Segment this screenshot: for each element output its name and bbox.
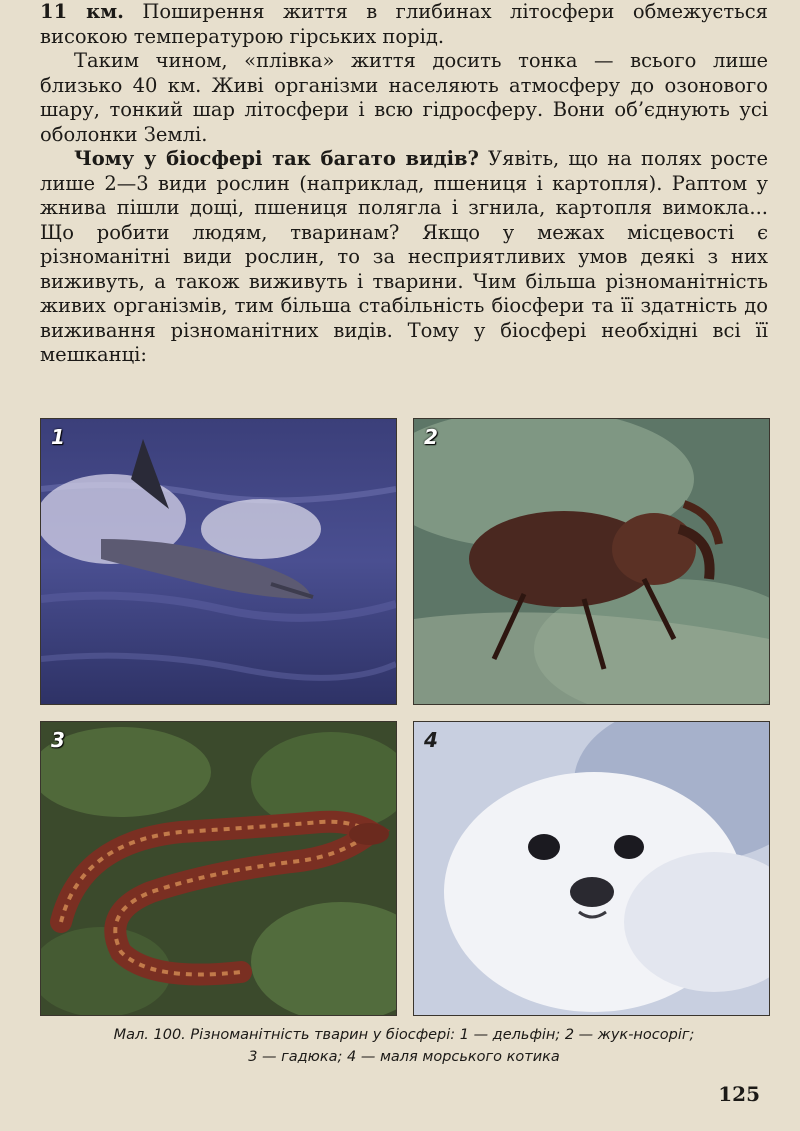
distance-value: 11 км. (40, 0, 124, 23)
paragraph-1 (40, 0, 768, 49)
photo-dolphin (40, 418, 397, 705)
photo-number-1: 1 (51, 425, 65, 449)
photo-seal-pup (413, 721, 770, 1016)
photo-number-4: 4 (424, 728, 438, 752)
dolphin-image (41, 419, 396, 704)
snake-image (41, 722, 396, 1015)
paragraph-1-text: Поширення життя в глибинах літосфери обмежується високою температурою гірських порід. (40, 0, 768, 48)
photo-number-2: 2 (424, 425, 438, 449)
photo-snake (40, 721, 397, 1016)
photo-number-3: 3 (51, 728, 65, 752)
body-text (40, 0, 768, 368)
paragraph-3-text: Уявіть, що на полях росте лише 2—3 види рослин (наприклад, пшениця і картопля). Раптом у жнива пішли дощі, пшениця полягла і згнила, картопля вимокла... Що робити людям, тваринам? Якщо у межах місцевості є різноманітні види рослин, то за несприятливих умов деякі з них виживуть, а також виживуть і тварини. Чим більша різноманітність живих організмів, тим більша стабільність біосфери та її здатність до виживання різноманітних видів. Тому у біосфері необхідні всі її мешканці: (40, 147, 768, 366)
section-question-heading: Чому у біосфері так багато видів? (74, 147, 479, 170)
caption-line-1: Мал. 100. Різноманітність тварин у біосфері: 1 — дельфін; 2 — жук-носоріг; (113, 1027, 695, 1043)
figure-caption (40, 1024, 768, 1068)
paragraph-2: Таким чином, «плівка» життя досить тонка — всього лише близько 40 км. Живі організми населяють атмосферу до озонового шару, тонкий шар літосфери і всю гідросферу. Вони об’єднують усі оболонки Землі. (40, 49, 768, 146)
paragraph-3 (40, 147, 768, 368)
caption-line-2: 3 — гадюка; 4 — маля морського котика (248, 1049, 560, 1065)
seal-pup-image (414, 722, 769, 1015)
page-number: 125 (718, 1082, 760, 1106)
photo-beetle (413, 418, 770, 705)
beetle-image (414, 419, 769, 704)
figure-photos (40, 418, 768, 1014)
